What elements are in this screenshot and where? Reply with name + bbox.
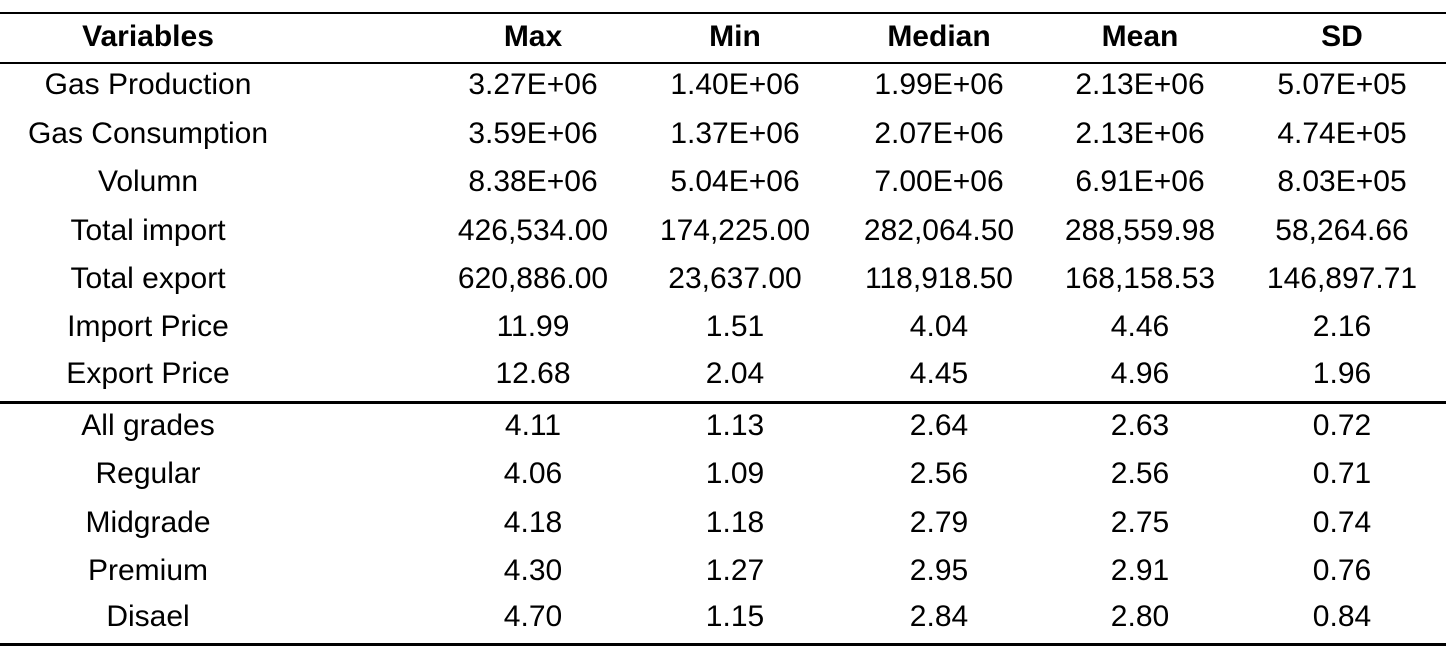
cell-median: 7.00E+06 [874, 165, 1004, 198]
cell-min: 1.27 [705, 554, 765, 587]
column-header-mean: Mean [1101, 20, 1179, 53]
cell-mean: 4.46 [1110, 310, 1170, 343]
cell-sd: 1.96 [1312, 357, 1372, 390]
cell-sd: 0.74 [1312, 506, 1372, 539]
cell-max: 620,886.00 [457, 262, 609, 295]
cell-median: 2.07E+06 [874, 117, 1004, 150]
row-label: All grades [81, 409, 215, 442]
cell-mean: 2.91 [1110, 554, 1170, 587]
cell-sd: 4.74E+05 [1277, 117, 1407, 150]
cell-mean: 2.75 [1110, 506, 1170, 539]
cell-max: 11.99 [496, 310, 570, 343]
row-label: Disael [106, 600, 190, 633]
cell-median: 4.45 [909, 357, 969, 390]
cell-max: 4.18 [503, 506, 563, 539]
cell-max: 8.38E+06 [468, 165, 598, 198]
row-label: Regular [95, 457, 201, 490]
cell-min: 23,637.00 [668, 262, 802, 295]
cell-min: 1.13 [705, 409, 765, 442]
cell-mean: 4.96 [1110, 357, 1170, 390]
cell-median: 118,918.50 [865, 262, 1013, 295]
cell-sd: 8.03E+05 [1277, 165, 1407, 198]
row-label: Premium [87, 554, 209, 587]
column-header-max: Max [503, 20, 563, 53]
row-label: Export Price [66, 357, 230, 390]
cell-min: 5.04E+06 [670, 165, 800, 198]
cell-max: 3.27E+06 [468, 68, 598, 101]
cell-mean: 2.80 [1110, 600, 1170, 633]
cell-sd: 0.71 [1312, 457, 1372, 490]
cell-max: 12.68 [495, 357, 571, 390]
row-label: Gas Consumption [27, 117, 269, 150]
cell-min: 1.15 [705, 600, 765, 633]
cell-max: 4.70 [503, 600, 563, 633]
cell-sd: 0.76 [1312, 554, 1372, 587]
cell-sd: 0.72 [1312, 409, 1372, 442]
cell-min: 1.40E+06 [670, 68, 800, 101]
bottom-rule [0, 643, 1446, 646]
cell-median: 4.04 [909, 310, 969, 343]
row-label: Gas Production [44, 68, 252, 101]
cell-min: 1.18 [705, 506, 765, 539]
cell-mean: 2.13E+06 [1075, 117, 1205, 150]
cell-min: 1.51 [705, 310, 765, 343]
cell-max: 4.30 [503, 554, 563, 587]
cell-min: 2.04 [705, 357, 765, 390]
cell-min: 1.37E+06 [670, 117, 800, 150]
cell-sd: 58,264.66 [1275, 214, 1409, 247]
column-header-min: Min [709, 20, 761, 53]
cell-median: 2.95 [909, 554, 969, 587]
header-rule [0, 62, 1446, 64]
cell-min: 174,225.00 [659, 214, 811, 247]
cell-median: 2.84 [909, 600, 969, 633]
cell-max: 4.11 [504, 409, 562, 442]
column-header-sd: SD [1321, 20, 1363, 53]
column-header-variables: Variables [82, 20, 214, 53]
cell-sd: 0.84 [1312, 600, 1372, 633]
row-label: Total export [70, 262, 226, 295]
cell-median: 1.99E+06 [874, 68, 1004, 101]
cell-sd: 5.07E+05 [1277, 68, 1407, 101]
cell-median: 2.56 [909, 457, 969, 490]
cell-min: 1.09 [705, 457, 765, 490]
row-label: Import Price [67, 310, 229, 343]
cell-sd: 146,897.71 [1266, 262, 1418, 295]
cell-mean: 6.91E+06 [1075, 165, 1205, 198]
cell-mean: 2.63 [1110, 409, 1170, 442]
top-rule [0, 12, 1446, 14]
cell-median: 2.79 [909, 506, 969, 539]
cell-mean: 288,559.98 [1064, 214, 1216, 247]
cell-mean: 168,158.53 [1064, 262, 1216, 295]
cell-median: 282,064.50 [863, 214, 1015, 247]
cell-sd: 2.16 [1312, 310, 1372, 343]
cell-max: 426,534.00 [457, 214, 609, 247]
column-header-median: Median [887, 20, 991, 53]
cell-max: 4.06 [503, 457, 563, 490]
row-label: Volumn [97, 165, 199, 198]
cell-max: 3.59E+06 [468, 117, 598, 150]
row-label: Midgrade [85, 506, 211, 539]
cell-median: 2.64 [909, 409, 969, 442]
cell-mean: 2.13E+06 [1075, 68, 1205, 101]
row-label: Total import [70, 214, 226, 247]
section-divider-rule [0, 401, 1446, 404]
cell-mean: 2.56 [1110, 457, 1170, 490]
